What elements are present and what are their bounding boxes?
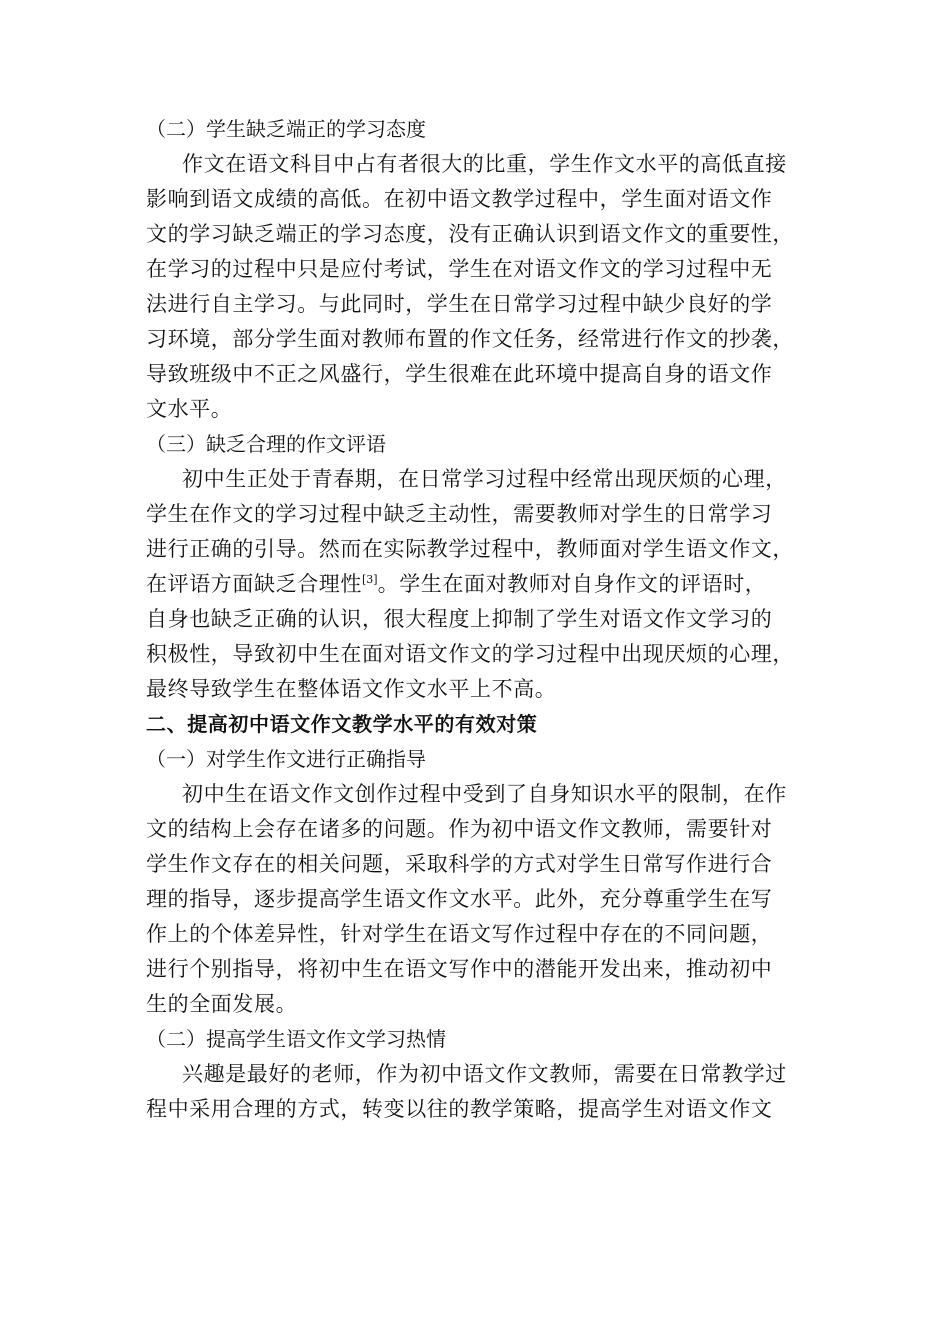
subsection-heading-enthusiasm: （二）提高学生语文作文学习热情 bbox=[146, 1027, 446, 1051]
paragraph-line: 文水平。 bbox=[146, 397, 233, 421]
subsection-heading-comments: （三）缺乏合理的作文评语 bbox=[146, 432, 386, 456]
paragraph-line: 理的指导，逐步提高学生语文作文水平。此外，充分尊重学生在写 bbox=[146, 887, 773, 911]
paragraph-line: 导致班级中不正之风盛行，学生很难在此环境中提高自身的语文作 bbox=[146, 362, 773, 386]
document-page bbox=[146, 112, 808, 1127]
paragraph-line: 作文在语文科目中占有者很大的比重，学生作文水平的高低直接 bbox=[182, 152, 787, 176]
paragraph-line: 最终导致学生在整体语文作文水平上不高。 bbox=[146, 677, 557, 701]
paragraph-line: 在学习的过程中只是应付考试，学生在对语文作文的学习过程中无 bbox=[146, 257, 773, 281]
section-heading-strategies: 二、提高初中语文作文教学水平的有效对策 bbox=[146, 712, 538, 736]
paragraph-line: 程中采用合理的方式，转变以往的教学策略，提高学生对语文作文 bbox=[146, 1097, 773, 1121]
paragraph-line: 兴趣是最好的老师，作为初中语文作文教师，需要在日常教学过 bbox=[182, 1062, 787, 1086]
paragraph-line: 学生在作文的学习过程中缺乏主动性，需要教师对学生的日常学习 bbox=[146, 502, 773, 526]
paragraph-line: 进行正确的引导。然而在实际教学过程中，教师面对学生语文作文， bbox=[146, 537, 794, 561]
paragraph-line: 进行个别指导，将初中生在语文写作中的潜能开发出来，推动初中 bbox=[146, 957, 773, 981]
paragraph-line: 文的学习缺乏端正的学习态度，没有正确认识到语文作文的重要性， bbox=[146, 222, 794, 246]
subsection-heading-guidance: （一）对学生作文进行正确指导 bbox=[146, 747, 426, 771]
paragraph-line: 影响到语文成绩的高低。在初中语文教学过程中，学生面对语文作 bbox=[146, 187, 773, 211]
paragraph-text: 。学生在面对教师对自身作文的评语时， bbox=[377, 572, 767, 596]
paragraph-line: 生的全面发展。 bbox=[146, 992, 298, 1016]
paragraph-line: 文的结构上会存在诸多的问题。作为初中语文作文教师，需要针对 bbox=[146, 817, 773, 841]
paragraph-line: 法进行自主学习。与此同时，学生在日常学习过程中缺少良好的学 bbox=[146, 292, 773, 316]
paragraph-line: 学生作文存在的相关问题，采取科学的方式对学生日常写作进行合 bbox=[146, 852, 773, 876]
paragraph-line: 积极性，导致初中生在面对语文作文的学习过程中出现厌烦的心理， bbox=[146, 642, 794, 666]
paragraph-text: 在评语方面缺乏合理性 bbox=[146, 572, 362, 596]
paragraph-line: 习环境，部分学生面对教师布置的作文任务，经常进行作文的抄袭， bbox=[146, 327, 794, 351]
paragraph-line: 初中生在语文作文创作过程中受到了自身知识水平的限制，在作 bbox=[182, 782, 787, 806]
subsection-heading-attitude: （二）学生缺乏端正的学习态度 bbox=[146, 117, 426, 141]
citation-reference: [3] bbox=[362, 573, 378, 586]
paragraph-line: 自身也缺乏正确的认识，很大程度上抑制了学生对语文作文学习的 bbox=[146, 607, 773, 631]
paragraph-line: 作上的个体差异性，针对学生在语文写作过程中存在的不同问题， bbox=[146, 922, 773, 946]
paragraph-line-with-citation bbox=[146, 567, 808, 602]
paragraph-line: 初中生正处于青春期，在日常学习过程中经常出现厌烦的心理， bbox=[182, 467, 787, 491]
